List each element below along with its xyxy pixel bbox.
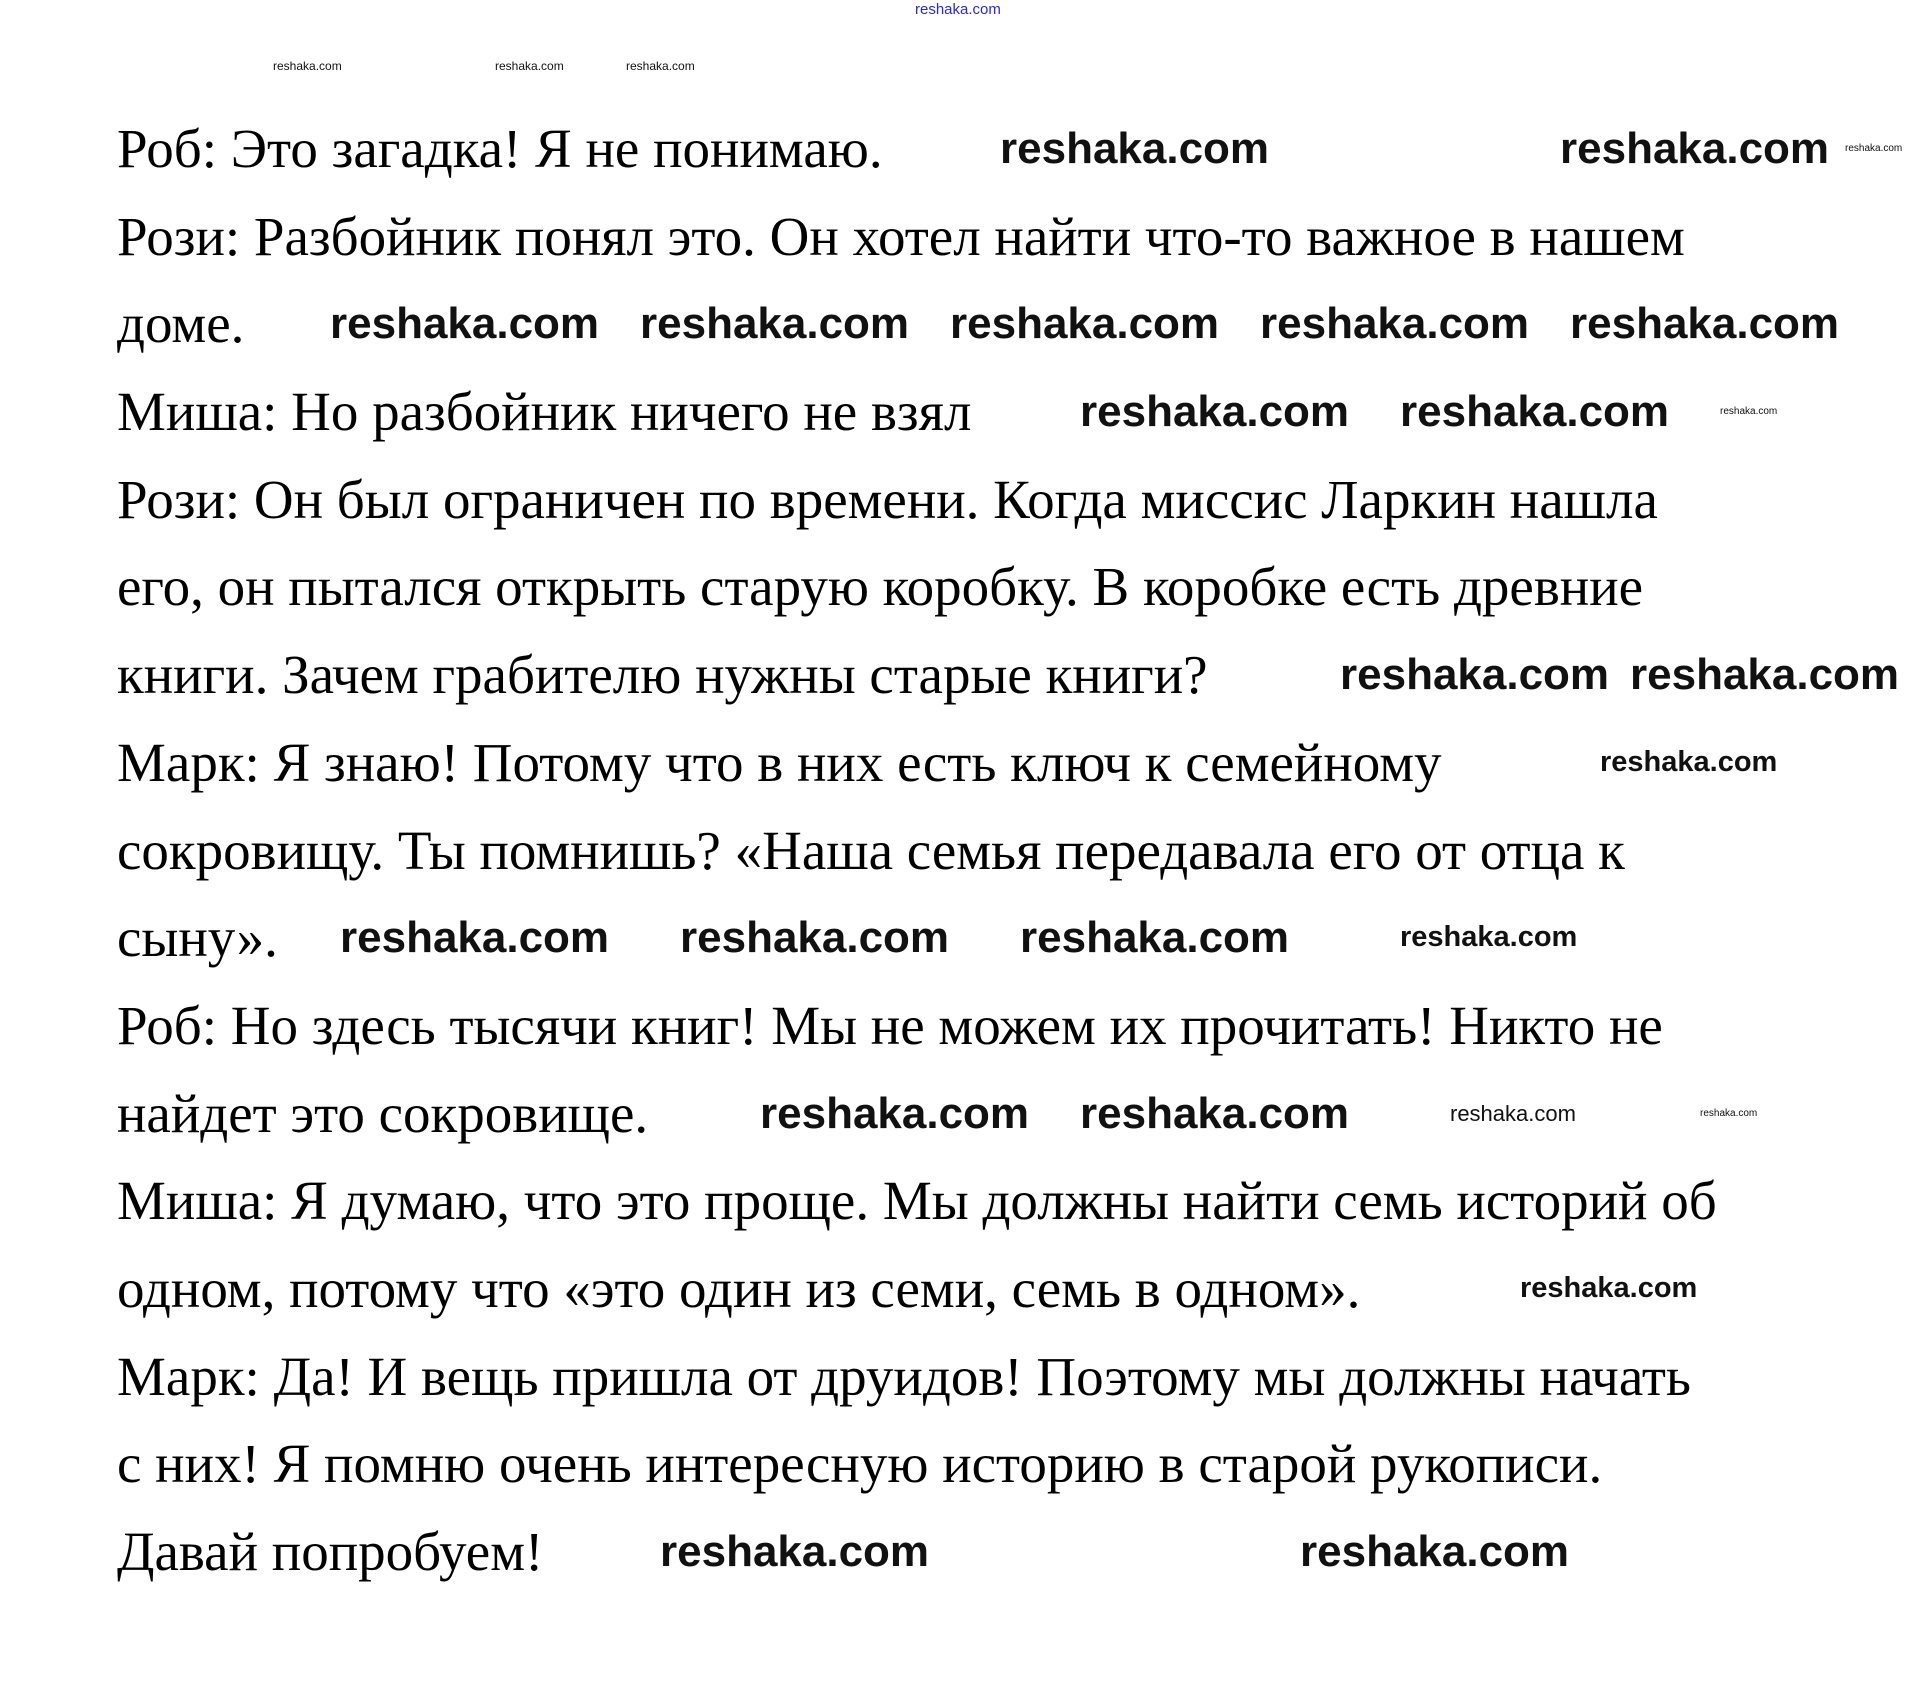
- watermark: reshaka.com: [1340, 650, 1610, 699]
- header-watermark: reshaka.com: [915, 1, 1001, 18]
- text-line: Роб: Но здесь тысячи книг! Мы не можем их прочитать! Никто не: [117, 994, 1663, 1056]
- watermark: reshaka.com: [660, 1527, 930, 1576]
- text-line: Рози: Он был ограничен по времени. Когда миссис Ларкин нашла: [117, 468, 1658, 530]
- text-line: Давай попробуем!: [117, 1521, 544, 1582]
- watermark: reshaka.com: [760, 1089, 1030, 1138]
- watermark: reshaka.com: [1080, 387, 1350, 436]
- text-line: сыну».: [117, 907, 278, 969]
- watermark: reshaka.com: [1720, 406, 1778, 417]
- watermark: reshaka.com: [1300, 1527, 1570, 1576]
- watermark: reshaka.com: [330, 299, 600, 348]
- text-line: с них! Я помню очень интересную историю в старой рукописи.: [117, 1433, 1603, 1495]
- watermark: reshaka.com: [495, 59, 564, 73]
- text-line: Миша: Я думаю, что это проще. Мы должны найти семь историй об: [117, 1170, 1717, 1232]
- watermark: reshaka.com: [1520, 1272, 1698, 1304]
- text-line: найдет это сокровище.: [117, 1082, 649, 1144]
- watermark: reshaka.com: [1080, 1089, 1350, 1138]
- text-line: одном, потому что «это один из семи, семь в одном».: [117, 1257, 1361, 1319]
- text-line: Марк: Да! И вещь пришла от друидов! Поэтому мы должны начать: [117, 1345, 1691, 1407]
- text-line: книги. Зачем грабителю нужны старые книги?: [117, 644, 1208, 706]
- watermark: reshaka.com: [640, 299, 910, 348]
- watermark: reshaka.com: [273, 59, 342, 73]
- watermark: reshaka.com: [626, 59, 695, 73]
- text-line: его, он пытался открыть старую коробку. В коробке есть древние: [117, 556, 1644, 618]
- watermark: reshaka.com: [1560, 124, 1830, 173]
- watermark: reshaka.com: [1700, 1108, 1758, 1119]
- watermark: reshaka.com: [1450, 1101, 1576, 1126]
- watermark: reshaka.com: [1630, 650, 1900, 699]
- text-line: Миша: Но разбойник ничего не взял: [117, 381, 972, 443]
- watermark: reshaka.com: [1570, 299, 1840, 348]
- watermark: reshaka.com: [1260, 299, 1530, 348]
- watermark: reshaka.com: [1600, 746, 1778, 778]
- watermark: reshaka.com: [1400, 387, 1670, 436]
- text-line: Роб: Это загадка! Я не понимаю.: [117, 118, 883, 179]
- watermark: reshaka.com: [950, 299, 1220, 348]
- watermark: reshaka.com: [680, 913, 950, 962]
- watermark: reshaka.com: [340, 913, 610, 962]
- text-line: Рози: Разбойник понял это. Он хотел найти что-то важное в нашем: [117, 205, 1685, 267]
- watermark: reshaka.com: [1000, 124, 1270, 173]
- watermark: reshaka.com: [1400, 921, 1578, 953]
- text-line: Марк: Я знаю! Потому что в них есть ключ к семейному: [117, 731, 1442, 793]
- text-line: доме.: [117, 293, 245, 355]
- watermark: reshaka.com: [1020, 913, 1290, 962]
- text-line: сокровищу. Ты помнишь? «Наша семья передавала его от отца к: [117, 819, 1625, 881]
- watermark: reshaka.com: [1845, 143, 1903, 154]
